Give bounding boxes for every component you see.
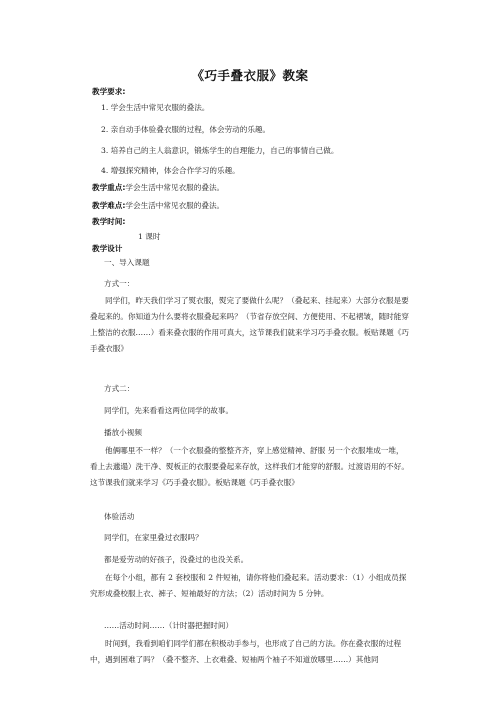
requirement-item: 2. 亲自动手体验叠衣服的过程，体会劳动的乐趣。 <box>101 125 271 134</box>
difficulty-label: 教学难点: <box>92 201 126 210</box>
requirement-item: 3. 培养自己的主人翁意识，锻炼学生的自理能力，自己的事情自己做。 <box>101 146 339 155</box>
paragraph: 他俩哪里不一样？（一个衣服叠的整整齐齐，穿上感觉精神、舒服 另一个衣服堆成一堆，看上去邋遢）洗干净、熨板正的衣服要叠起来存放，这样我们才能穿的舒服。过渡语用的不好。这节课我们就来学习《巧手叠衣服》。板贴课题《巧手叠衣服》 <box>90 446 409 487</box>
requirement-item: 4. 增强探究精神，体会合作学习的乐趣。 <box>101 166 240 175</box>
key-point-text: 学会生活中常见衣服的叠法。 <box>125 183 225 192</box>
key-point-label: 教学重点: <box>92 183 126 192</box>
requirements-heading: 教学要求: <box>92 87 126 96</box>
difficulty-text: 学会生活中常见衣服的叠法。 <box>125 201 225 210</box>
section-heading: 体验活动 <box>104 512 135 521</box>
difficulty-row <box>92 201 224 211</box>
paragraph: 播放小视频 <box>104 428 142 437</box>
time-label: 教学时间: <box>92 217 126 226</box>
section-heading: 一、导入课题 <box>104 258 150 267</box>
paragraph: 都是爱劳动的好孩子，没叠过的也没关系。 <box>104 555 249 564</box>
paragraph: 同学们，昨天我们学习了熨衣服，熨完了要做什么呢？（叠起来、挂起来）大部分衣服是要叠起来的。你知道为什么要将衣服叠起来吗？（节省存放空间、方便使用、不起褶皱，随时能穿上整洁的衣服……）看来叠衣服的作用可真大，这节课我们就来学习巧手叠衣服。板贴课题《巧手叠衣服》 <box>90 296 409 353</box>
page-title: 《巧手叠衣服》教案 <box>191 68 309 83</box>
paragraph: ……活动时间……（计时器把握时间） <box>104 621 234 630</box>
method-label: 方式一： <box>104 279 135 288</box>
requirement-item: 1. 学会生活中常见衣服的叠法。 <box>101 103 210 112</box>
paragraph: 时间到，我看到咱们同学们都在积极动手参与，也形成了自己的方法。你在叠衣服的过程中，遇到困难了吗？（叠不整齐、上衣难叠、短袖两个袖子不知道放哪里……）其他同 <box>90 639 402 664</box>
method-label: 方式二： <box>104 384 135 393</box>
design-heading: 教学设计 <box>92 244 123 253</box>
key-point-row <box>92 183 224 193</box>
paragraph: 在每个小组，都有 2 套校服和 2 件短袖，请你将他们叠起来。活动要求：（1）小组成员探究形成叠校服上衣、裤子、短袖最好的方法；（2）活动时间为 5 分钟。 <box>90 573 407 598</box>
time-value: 1 课时 <box>138 232 161 241</box>
paragraph: 同学们，在家里叠过衣服吗？ <box>104 533 203 542</box>
paragraph: 同学们，先来看看这两位同学的故事。 <box>104 406 234 415</box>
